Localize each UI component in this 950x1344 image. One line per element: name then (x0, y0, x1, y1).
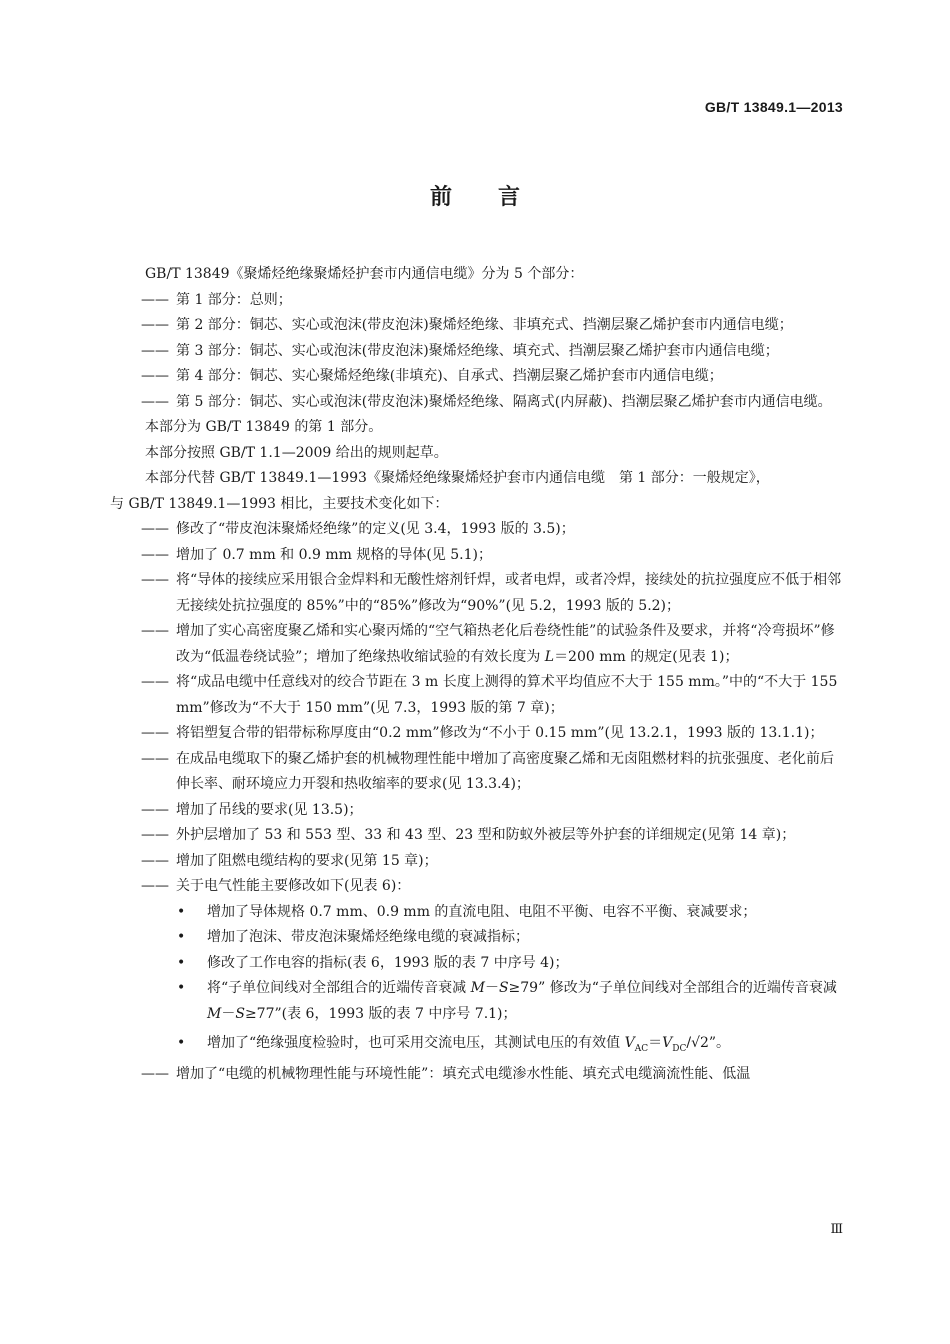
dash-mark: —— (141, 1066, 169, 1083)
change-text-before: 增加了实心高密度聚乙烯和实心聚丙烯的“空气箱热老化后卷绕性能”的试验条件及要求，并将“冷弯损坏”修改为“低温卷绕试验”；增加了绝缘热收缩试验的有效长度为 (176, 623, 835, 665)
page-title: 前言 (429, 185, 566, 210)
part-text: 第 1 部分：总则； (176, 291, 292, 308)
bullet-item (110, 925, 843, 951)
dash-mark: —— (141, 572, 169, 588)
dash-mark: —— (141, 393, 169, 410)
bullet-mark: • (177, 903, 186, 920)
intro-paragraph: GB/T 13849《聚烯烃绝缘聚烯烃护套市内通信电缆》分为 5 个部分： (145, 266, 584, 282)
variable-s: S (235, 1005, 245, 1022)
change-item (110, 619, 843, 670)
change-item (110, 747, 843, 798)
variable-l: L (544, 648, 555, 665)
subscript-dc: DC (672, 1043, 687, 1054)
dash-mark: —— (141, 368, 169, 384)
dash-mark: —— (141, 852, 169, 869)
bullet-text-part: 将“子单位间线对全部组合的近端传音衰减 (207, 980, 471, 996)
paragraph-replaces: 本部分代替 GB/T 13849.1—1993《聚烯烃绝缘聚烯烃护套市内通信电缆 第 1 部分：一般规定》， (145, 470, 770, 486)
change-item (110, 670, 843, 721)
dash-mark: —— (141, 521, 169, 537)
bullet-text: 增加了导体规格 0.7 mm、0.9 mm 的直流电阻、电阻不平衡、电容不平衡、衰减要求； (207, 903, 757, 920)
change-item (110, 568, 843, 619)
bullet-mark: • (177, 929, 186, 945)
standard-number: GB/T 13849.1—2013 (704, 99, 843, 115)
change-item (110, 798, 843, 824)
dash-mark: —— (141, 317, 169, 333)
change-text: 将铝塑复合带的铝带标称厚度由“0.2 mm”修改为“不小于 0.15 mm”(见 13.2.1，1993 版的 13.1.1)； (176, 725, 824, 741)
page-number: Ⅲ (830, 1222, 843, 1237)
part-text: 第 2 部分：铜芯、实心或泡沫(带皮泡沫)聚烯烃绝缘、非填充式、挡潮层聚乙烯护套市内通信电缆； (176, 317, 793, 333)
part-item (110, 288, 843, 314)
dash-mark: —— (141, 674, 169, 690)
bullet-mark: • (177, 980, 186, 996)
bullet-text-part: ＝ (648, 1035, 663, 1051)
bullet-item (110, 951, 843, 977)
paragraph-part-number: 本部分为 GB/T 13849 的第 1 部分。 (145, 419, 383, 435)
subscript-ac: AC (634, 1043, 649, 1054)
document-body (110, 262, 843, 1088)
dash-mark: —— (141, 342, 169, 359)
variable-v: V (624, 1035, 635, 1051)
part-item (110, 339, 843, 365)
dash-mark: —— (141, 827, 169, 843)
bullet-mark: • (177, 1035, 186, 1051)
part-text: 第 3 部分：铜芯、实心或泡沫(带皮泡沫)聚烯烃绝缘、填充式、挡潮层聚乙烯护套市内通信电缆； (176, 342, 779, 359)
change-text: 增加了吊线的要求(见 13.5)； (176, 801, 363, 818)
paragraph-drafting-rule: 本部分按照 GB/T 1.1—2009 给出的规则起草。 (145, 444, 448, 461)
bullet-item (110, 1031, 843, 1062)
variable-v: V (662, 1035, 673, 1051)
change-item (110, 543, 843, 569)
change-text (176, 623, 835, 665)
bullet-text: 修改了工作电容的指标(表 6，1993 版的表 7 中序号 4)； (207, 954, 569, 971)
bullet-text-part: /√2”。 (686, 1035, 731, 1051)
part-text: 第 5 部分：铜芯、实心或泡沫(带皮泡沫)聚烯烃绝缘、隔离式(内屏蔽)、挡潮层聚乙烯护套市内通信电缆。 (176, 393, 832, 410)
change-text: 在成品电缆取下的聚乙烯护套的机械物理性能中增加了高密度聚乙烯和无卤阻燃材料的抗张强度、老化前后伸长率、耐环境应力开裂和热收缩率的要求(见 13.3.4)； (176, 750, 834, 792)
paragraph-replaces-cont: 与 GB/T 13849.1—1993 相比，主要技术变化如下： (110, 495, 449, 512)
change-text: 增加了 0.7 mm 和 0.9 mm 规格的导体(见 5.1)； (176, 546, 492, 563)
dash-mark: —— (141, 291, 169, 308)
variable-m: M (207, 1005, 222, 1022)
change-text: 增加了“电缆的机械物理性能与环境性能”：填充式电缆渗水性能、填充式电缆滴流性能、低温 (176, 1066, 751, 1083)
change-text: 增加了阻燃电缆结构的要求(见第 15 章)； (176, 852, 438, 869)
part-item (110, 390, 843, 416)
dash-mark: —— (141, 623, 169, 639)
dash-mark: —— (141, 878, 169, 894)
bullet-text (207, 1035, 731, 1054)
bullet-text: 增加了泡沫、带皮泡沫聚烯烃绝缘电缆的衰减指标； (207, 929, 529, 945)
change-text: 修改了“带皮泡沫聚烯烃绝缘”的定义(见 3.4，1993 版的 3.5)； (176, 521, 575, 537)
bullet-text-part: ≥79” 修改为“子单位间线对全部组合的近端传音衰减 (508, 980, 837, 996)
bullet-text-part: ≥77”(表 6，1993 版的表 7 中序号 7.1)； (244, 1005, 517, 1022)
change-item (110, 721, 843, 747)
change-text: 将“导体的接续应采用银合金焊料和无酸性熔剂钎焊，或者电焊，或者冷焊，接续处的抗拉强度应不低于相邻无接续处抗拉强度的 85%”中的“85%”修改为“90%”(见 5.2，1993 版的 5.2)； (176, 572, 842, 614)
bullet-mark: • (177, 954, 186, 971)
change-text: 关于电气性能主要修改如下(见表 6)： (176, 878, 411, 894)
dash-mark: —— (141, 750, 169, 767)
variable-m: M (470, 980, 485, 996)
bullet-text-part: 增加了“绝缘强度检验时，也可采用交流电压，其测试电压的有效值 (207, 1035, 625, 1051)
variable-s: S (498, 980, 509, 996)
bullet-text-part: － (484, 980, 499, 996)
change-text: 外护层增加了 53 和 553 型、33 和 43 型、23 型和防蚁外被层等外护套的详细规定(见第 14 章)； (176, 827, 796, 843)
change-item (110, 517, 843, 543)
bullet-text (207, 980, 837, 1022)
bullet-item (110, 976, 843, 1027)
change-text-after: ＝200 mm 的规定(见表 1)； (554, 648, 739, 665)
dash-mark: —— (141, 725, 169, 741)
bullet-item (110, 900, 843, 926)
change-item (110, 874, 843, 900)
bullet-text-part: － (221, 1005, 236, 1022)
change-text: 将“成品电缆中任意线对的绞合节距在 3 m 长度上测得的算术平均值应不大于 155 mm。”中的“不大于 155 mm”修改为“不大于 150 mm”(见 7.3，1993 版的第 7 章)； (176, 674, 838, 716)
change-item (110, 849, 843, 875)
part-item (110, 364, 843, 390)
change-item (110, 823, 843, 849)
dash-mark: —— (141, 801, 169, 818)
change-item (110, 1062, 843, 1088)
part-item (110, 313, 843, 339)
part-text: 第 4 部分：铜芯、实心聚烯烃绝缘(非填充)、自承式、挡潮层聚乙烯护套市内通信电缆； (176, 368, 723, 384)
dash-mark: —— (141, 546, 169, 563)
